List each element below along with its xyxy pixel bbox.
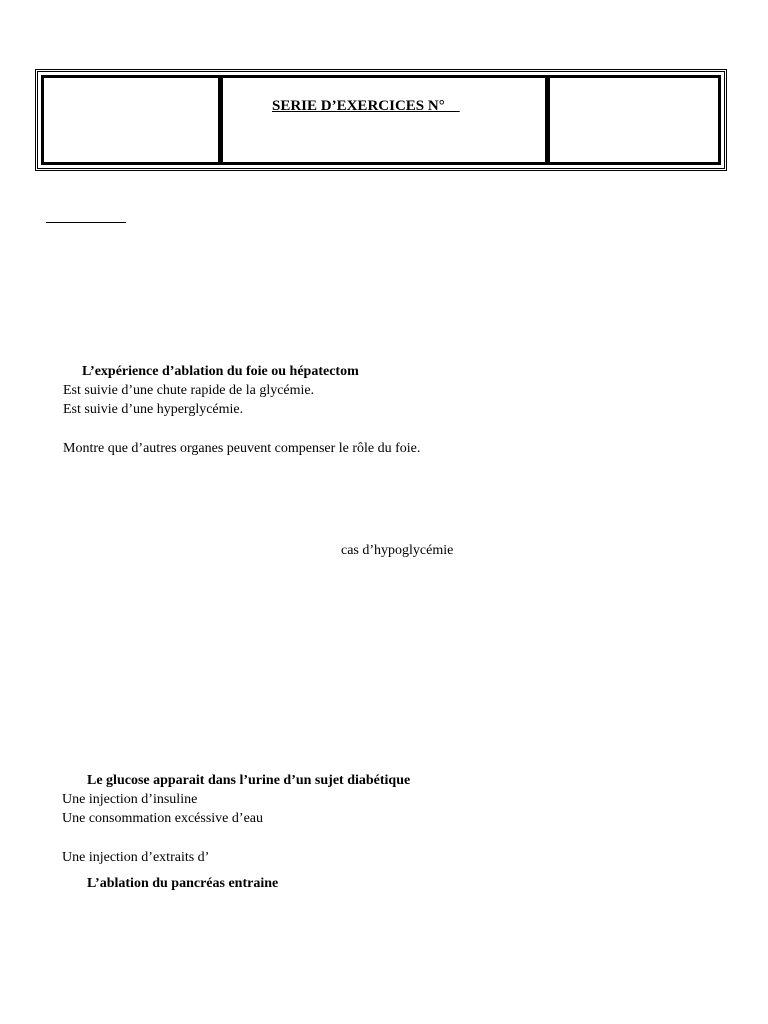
question-1-option-2: Est suivie d’une hyperglycémie. [63, 402, 244, 417]
header-cell-center [222, 77, 546, 163]
header-table [35, 69, 727, 171]
question-2-option-3: Une injection d’extraits d’ [62, 850, 210, 865]
question-2-option-1: Une injection d’insuline [62, 792, 198, 807]
text-fragment: cas d’hypoglycémie [341, 543, 454, 558]
question-1-option-3: Montre que d’autres organes peuvent compenser le rôle du foie. [63, 441, 421, 456]
question-2-option-2: Une consommation excéssive d’eau [62, 811, 263, 826]
section-underline [46, 222, 126, 223]
header-cell-left [43, 77, 219, 163]
header-table-inner [41, 75, 721, 165]
question-3-stem: L’ablation du pancréas entraine [87, 876, 279, 891]
series-title: SERIE D’EXERCICES N° [272, 98, 460, 114]
question-2-stem: Le glucose apparait dans l’urine d’un sujet diabétique [87, 773, 411, 788]
header-cell-right [549, 77, 719, 163]
question-1-stem: L’expérience d’ablation du foie ou hépatectom [82, 364, 359, 379]
question-1-option-1: Est suivie d’une chute rapide de la glycémie. [63, 383, 315, 398]
